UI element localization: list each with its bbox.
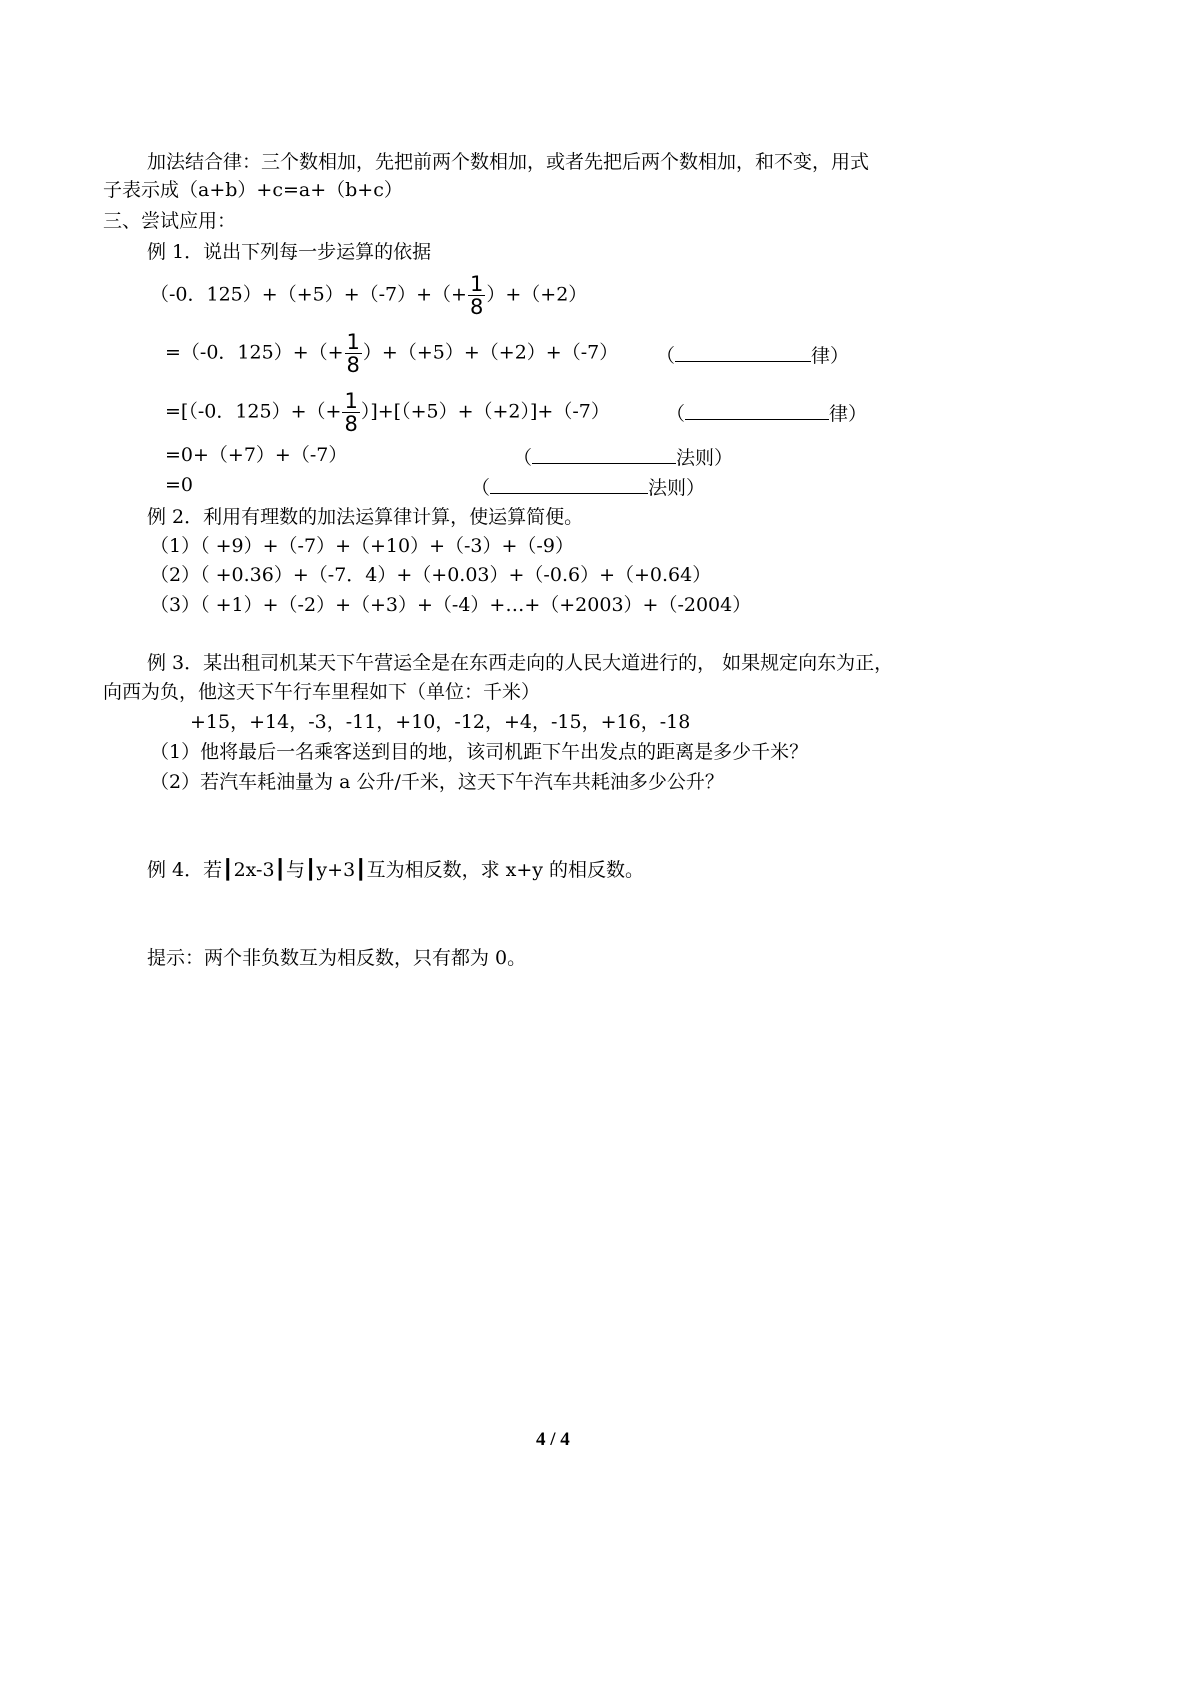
expression-text: ）+（+5）+（+2）+（-7） bbox=[362, 341, 619, 364]
example-3-question-1: （1）他将最后一名乘客送到目的地，该司机距下午出发点的距离是多少千米？ bbox=[150, 741, 809, 763]
example-3-line-1: 例 3．某出租司机某天下午营运全是在东西走向的人民大道进行的， 如果规定向东为正， bbox=[147, 652, 894, 674]
answer-blank-rule-2[interactable] bbox=[471, 473, 705, 500]
fraction-denominator: 8 bbox=[344, 412, 358, 436]
expression-text: ）]+[（+5）+（+2）]+（-7） bbox=[360, 400, 610, 423]
example-1-step-3 bbox=[165, 390, 610, 435]
answer-blank-rule-1[interactable] bbox=[513, 443, 733, 470]
fraction bbox=[345, 331, 362, 376]
expression-text: =（-0．125）+（+ bbox=[165, 341, 344, 364]
example-2-problem-1: （1）（ +9）+（-7）+（+10）+（-3）+（-9） bbox=[150, 535, 574, 557]
answer-blank-law-1[interactable] bbox=[656, 341, 849, 368]
fraction-numerator: 1 bbox=[344, 389, 358, 413]
expression-text: =[（-0．125）+（+ bbox=[165, 400, 342, 423]
fraction bbox=[342, 390, 359, 435]
fill-in-line[interactable] bbox=[490, 473, 648, 494]
example-1-title: 例 1．说出下列每一步运算的依据 bbox=[147, 241, 432, 263]
bracket-open: （ bbox=[471, 477, 491, 499]
bracket-open: （ bbox=[666, 403, 686, 425]
fraction-denominator: 8 bbox=[469, 295, 484, 319]
expression-text: （-0．125）+（+5）+（-7）+（+ bbox=[150, 283, 467, 306]
fill-in-line[interactable] bbox=[675, 341, 811, 362]
example-4: 例 4．若┃2x-3┃与┃y+3┃互为相反数，求 x+y 的相反数。 bbox=[147, 859, 645, 881]
law-line-1: 加法结合律：三个数相加，先把前两个数相加，或者先把后两个数相加，和不变，用式 bbox=[147, 151, 870, 173]
fraction-numerator: 1 bbox=[346, 330, 360, 354]
hint: 提示：两个非负数互为相反数，只有都为 0。 bbox=[147, 947, 527, 969]
example-3-question-2: （2）若汽车耗油量为 a 公升/千米，这天下午汽车共耗油多少公升？ bbox=[150, 771, 724, 793]
example-1-step-4: =0+（+7）+（-7） bbox=[165, 444, 348, 466]
blank-suffix: 律） bbox=[811, 345, 850, 367]
example-1-step-2 bbox=[165, 331, 618, 376]
bracket-open: （ bbox=[656, 345, 676, 367]
fraction-denominator: 8 bbox=[346, 353, 360, 377]
blank-suffix: 法则） bbox=[648, 477, 706, 499]
example-3-mileage-data: +15，+14，-3，-11，+10，-12，+4，-15，+16，-18 bbox=[190, 711, 691, 733]
example-1-step-1 bbox=[150, 273, 587, 318]
example-2-problem-2: （2）（ +0.36）+（-7．4）+（+0.03）+（-0.6）+（+0.64） bbox=[150, 564, 712, 586]
fill-in-line[interactable] bbox=[532, 443, 676, 464]
answer-blank-law-2[interactable] bbox=[666, 399, 867, 426]
example-3-line-2: 向西为负，他这天下午行车里程如下（单位：千米） bbox=[103, 681, 541, 703]
blank-suffix: 法则） bbox=[676, 447, 734, 469]
example-2-problem-3: （3）（ +1）+（-2）+（+3）+（-4）+…+（+2003）+（-2004） bbox=[150, 594, 752, 616]
bracket-open: （ bbox=[513, 447, 533, 469]
expression-text: ）+（+2） bbox=[486, 283, 588, 306]
fraction-numerator: 1 bbox=[469, 272, 484, 296]
example-1-step-5: =0 bbox=[165, 474, 194, 496]
example-2-title: 例 2．利用有理数的加法运算律计算，使运算简便。 bbox=[147, 506, 584, 528]
law-line-2: 子表示成（a+b）+c=a+（b+c） bbox=[103, 179, 403, 201]
fraction bbox=[468, 273, 485, 318]
blank-suffix: 律） bbox=[829, 403, 868, 425]
section-heading: 三、尝试应用： bbox=[103, 210, 237, 232]
fill-in-line[interactable] bbox=[685, 399, 829, 420]
page-number: 4 / 4 bbox=[536, 1429, 570, 1450]
